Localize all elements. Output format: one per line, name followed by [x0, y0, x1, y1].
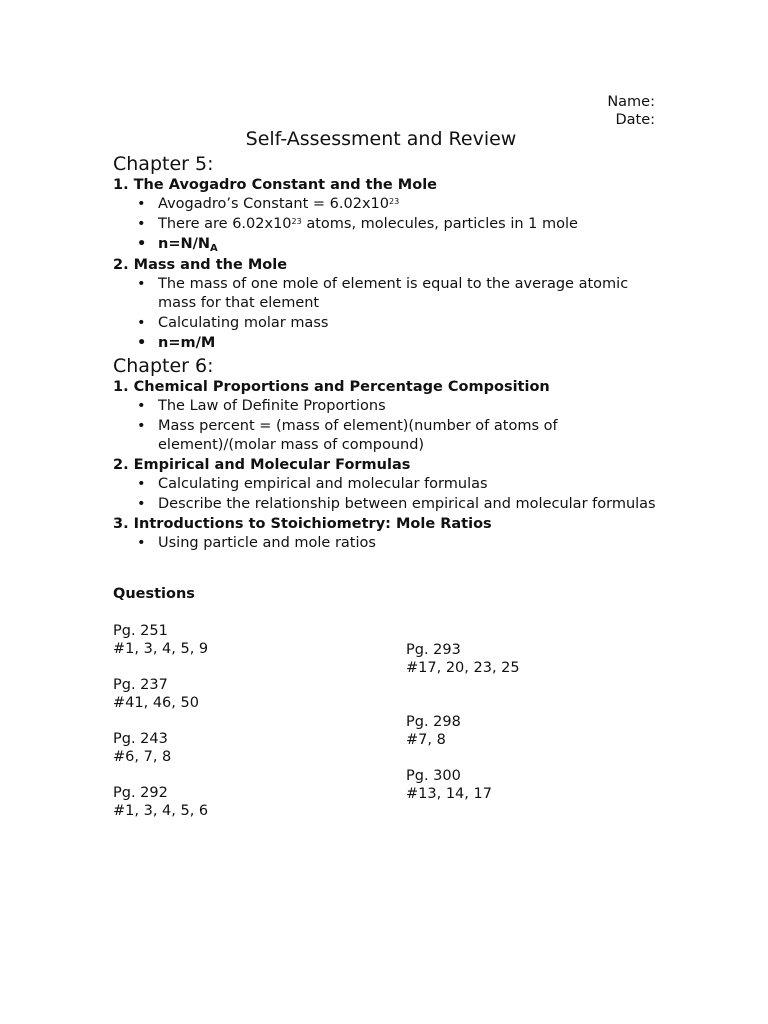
question-numbers: #1, 3, 4, 5, 6 — [113, 803, 209, 819]
name-label: Name: — [607, 94, 655, 110]
list-item: • Describe the relationship between empirical and molecular formulas — [158, 495, 658, 514]
bullet-list — [113, 534, 658, 553]
questions-right-column — [406, 641, 520, 803]
bullet-list — [113, 195, 658, 255]
question-page: Pg. 300 — [406, 768, 461, 784]
section-heading: 2. Mass and the Mole — [113, 257, 288, 273]
chapter-6-heading: Chapter 6: — [113, 355, 214, 377]
list-item: • Avogadro’s Constant = $6.02x10^{23}$ — [158, 195, 658, 214]
question-numbers: #1, 3, 4, 5, 9 — [113, 641, 209, 657]
question-page: Pg. 243 — [113, 731, 168, 747]
list-item: • $n=N/N_A$ — [158, 235, 658, 255]
bullet-list — [113, 275, 658, 353]
name-date-block — [607, 93, 655, 129]
section-heading: 1. Chemical Proportions and Percentage Composition — [113, 379, 550, 395]
question-page: Pg. 292 — [113, 785, 168, 801]
bullet-list — [113, 397, 658, 455]
chapter-5-heading: Chapter 5: — [113, 153, 214, 175]
list-item: • The mass of one mole of element is equal to the average atomic mass for that element — [158, 275, 658, 313]
question-page: Pg. 293 — [406, 642, 461, 658]
question-numbers: #7, 8 — [406, 732, 446, 748]
list-item: • The Law of Definite Proportions — [158, 397, 658, 416]
date-label: Date: — [615, 112, 655, 128]
list-item: • n=m/M — [158, 334, 658, 353]
section-heading: 1. The Avogadro Constant and the Mole — [113, 177, 438, 193]
list-item: • Calculating molar mass — [158, 314, 658, 333]
question-numbers: #13, 14, 17 — [406, 786, 492, 802]
questions-heading: Questions — [113, 586, 195, 602]
question-numbers: #17, 20, 23, 25 — [406, 660, 520, 676]
review-content — [113, 152, 658, 554]
list-item: • Mass percent = (mass of element)(number of atoms of element)/(molar mass of compound) — [158, 417, 658, 455]
question-page: Pg. 298 — [406, 714, 461, 730]
list-item: • Using particle and mole ratios — [158, 534, 658, 553]
list-item: • Calculating empirical and molecular formulas — [158, 475, 658, 494]
page-title: Self-Assessment and Review — [245, 128, 517, 150]
question-page: Pg. 251 — [113, 623, 168, 639]
question-numbers: #41, 46, 50 — [113, 695, 199, 711]
questions-left-column — [113, 622, 208, 820]
section-heading: 2. Empirical and Molecular Formulas — [113, 457, 411, 473]
question-page: Pg. 237 — [113, 677, 168, 693]
question-numbers: #6, 7, 8 — [113, 749, 172, 765]
section-heading: 3. Introductions to Stoichiometry: Mole Ratios — [113, 516, 492, 532]
list-item: • There are $6.02x10^{23}$ atoms, molecules, particles in 1 mole — [158, 215, 658, 234]
bullet-list — [113, 475, 658, 514]
